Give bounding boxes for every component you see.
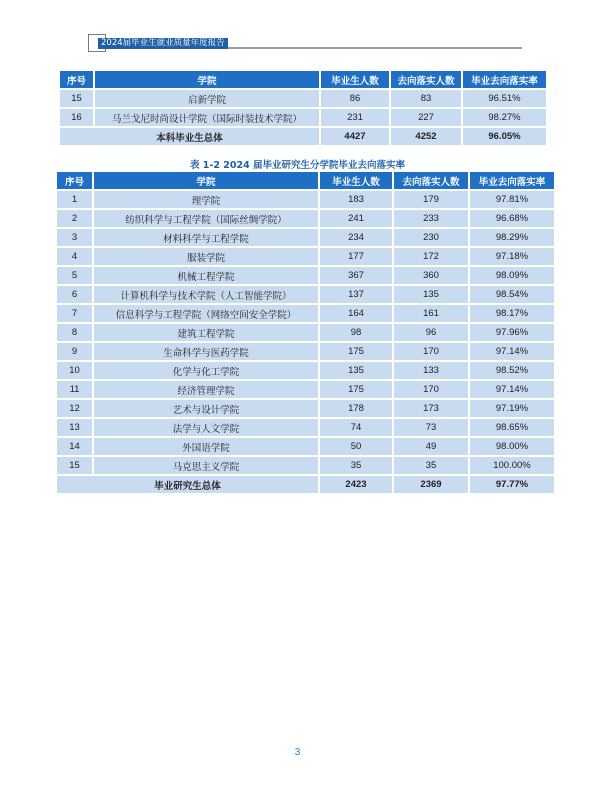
cell-placed: 83 — [391, 90, 461, 107]
cell-rate: 97.81% — [470, 191, 554, 208]
cell-college: 建筑工程学院 — [94, 324, 318, 341]
cell-placed: 35 — [394, 457, 468, 474]
cell-placed: 170 — [394, 381, 468, 398]
cell-index: 15 — [60, 90, 93, 107]
table-row — [57, 324, 554, 341]
table-row — [57, 248, 554, 265]
table-row — [60, 90, 546, 107]
cell-placed: 360 — [394, 267, 468, 284]
col-header-college: 学院 — [95, 71, 319, 88]
cell-rate: 96.68% — [470, 210, 554, 227]
cell-placed: 73 — [394, 419, 468, 436]
cell-placed: 161 — [394, 305, 468, 322]
col-header-index: 序号 — [57, 172, 92, 189]
cell-graduates: 164 — [320, 305, 392, 322]
cell-index: 3 — [57, 229, 92, 246]
cell-graduates: 86 — [321, 90, 389, 107]
cell-college: 法学与人文学院 — [94, 419, 318, 436]
cell-placed: 133 — [394, 362, 468, 379]
cell-graduates: 178 — [320, 400, 392, 417]
col-header-graduates: 毕业生人数 — [320, 172, 392, 189]
cell-graduates: 367 — [320, 267, 392, 284]
cell-graduates: 50 — [320, 438, 392, 455]
table-row — [57, 381, 554, 398]
total-row — [57, 476, 554, 493]
cell-index: 15 — [57, 457, 92, 474]
cell-graduates: 35 — [320, 457, 392, 474]
table-row — [57, 229, 554, 246]
page-header — [88, 34, 523, 52]
cell-graduates: 241 — [320, 210, 392, 227]
cell-college: 启新学院 — [95, 90, 319, 107]
table-row — [57, 419, 554, 436]
col-header-placed: 去向落实人数 — [394, 172, 468, 189]
table-header-row — [57, 172, 554, 189]
cell-rate: 98.17% — [470, 305, 554, 322]
cell-graduates: 175 — [320, 381, 392, 398]
cell-index: 1 — [57, 191, 92, 208]
cell-placed: 179 — [394, 191, 468, 208]
cell-index: 2 — [57, 210, 92, 227]
table-row — [57, 400, 554, 417]
cell-college: 机械工程学院 — [94, 267, 318, 284]
cell-graduates: 231 — [321, 109, 389, 126]
cell-index: 4 — [57, 248, 92, 265]
cell-college: 信息科学与工程学院（网络空间安全学院） — [94, 305, 318, 322]
cell-index: 16 — [60, 109, 93, 126]
postgraduate-table-body — [57, 191, 554, 474]
total-graduates: 2423 — [320, 476, 392, 493]
cell-college: 马克思主义学院 — [94, 457, 318, 474]
cell-index: 7 — [57, 305, 92, 322]
col-header-placed: 去向落实人数 — [391, 71, 461, 88]
total-label: 本科毕业生总体 — [60, 128, 319, 145]
cell-index: 6 — [57, 286, 92, 303]
page-number: 3 — [294, 747, 301, 758]
table-row — [57, 343, 554, 360]
table-row — [57, 362, 554, 379]
cell-index: 13 — [57, 419, 92, 436]
cell-placed: 172 — [394, 248, 468, 265]
cell-college: 计算机科学与技术学院（人工智能学院） — [94, 286, 318, 303]
cell-graduates: 177 — [320, 248, 392, 265]
header-title: 2024届毕业生就业质量年度报告 — [98, 38, 228, 49]
cell-rate: 98.52% — [470, 362, 554, 379]
cell-rate: 100.00% — [470, 457, 554, 474]
table-row — [57, 286, 554, 303]
undergraduate-table — [58, 69, 548, 147]
table-header-row — [60, 71, 546, 88]
cell-index: 11 — [57, 381, 92, 398]
cell-graduates: 175 — [320, 343, 392, 360]
cell-placed: 96 — [394, 324, 468, 341]
cell-college: 纺织科学与工程学院（国际丝绸学院） — [94, 210, 318, 227]
cell-graduates: 74 — [320, 419, 392, 436]
cell-graduates: 98 — [320, 324, 392, 341]
total-row — [60, 128, 546, 145]
cell-rate: 98.54% — [470, 286, 554, 303]
cell-college: 经济管理学院 — [94, 381, 318, 398]
cell-placed: 230 — [394, 229, 468, 246]
cell-rate: 97.96% — [470, 324, 554, 341]
cell-college: 理学院 — [94, 191, 318, 208]
cell-graduates: 135 — [320, 362, 392, 379]
cell-placed: 173 — [394, 400, 468, 417]
col-header-rate: 毕业去向落实率 — [470, 172, 554, 189]
cell-college: 艺术与设计学院 — [94, 400, 318, 417]
col-header-rate: 毕业去向落实率 — [463, 71, 546, 88]
table-row — [57, 305, 554, 322]
cell-index: 8 — [57, 324, 92, 341]
cell-college: 生命科学与医药学院 — [94, 343, 318, 360]
total-rate: 97.77% — [470, 476, 554, 493]
total-graduates: 4427 — [321, 128, 389, 145]
cell-rate: 98.29% — [470, 229, 554, 246]
cell-college: 服装学院 — [94, 248, 318, 265]
total-label: 毕业研究生总体 — [57, 476, 318, 493]
cell-index: 12 — [57, 400, 92, 417]
cell-index: 14 — [57, 438, 92, 455]
total-placed: 4252 — [391, 128, 461, 145]
table-caption: 表 1-2 2024 届毕业研究生分学院毕业去向落实率 — [189, 160, 406, 171]
cell-index: 10 — [57, 362, 92, 379]
cell-rate: 98.00% — [470, 438, 554, 455]
cell-rate: 97.18% — [470, 248, 554, 265]
cell-rate: 98.27% — [463, 109, 546, 126]
table-row — [57, 267, 554, 284]
cell-placed: 227 — [391, 109, 461, 126]
cell-rate: 97.14% — [470, 381, 554, 398]
cell-college: 马兰戈尼时尚设计学院（国际时装技术学院） — [95, 109, 319, 126]
cell-rate: 97.19% — [470, 400, 554, 417]
table-row — [60, 109, 546, 126]
cell-rate: 97.14% — [470, 343, 554, 360]
col-header-index: 序号 — [60, 71, 93, 88]
cell-graduates: 234 — [320, 229, 392, 246]
cell-placed: 170 — [394, 343, 468, 360]
table-row — [57, 438, 554, 455]
cell-rate: 96.51% — [463, 90, 546, 107]
cell-graduates: 137 — [320, 286, 392, 303]
cell-rate: 98.65% — [470, 419, 554, 436]
col-header-graduates: 毕业生人数 — [321, 71, 389, 88]
cell-rate: 98.09% — [470, 267, 554, 284]
cell-placed: 233 — [394, 210, 468, 227]
cell-graduates: 183 — [320, 191, 392, 208]
table-row — [57, 210, 554, 227]
total-placed: 2369 — [394, 476, 468, 493]
cell-college: 化学与化工学院 — [94, 362, 318, 379]
postgraduate-table — [55, 170, 556, 495]
total-rate: 96.05% — [463, 128, 546, 145]
table-row — [57, 191, 554, 208]
cell-college: 外国语学院 — [94, 438, 318, 455]
cell-placed: 135 — [394, 286, 468, 303]
col-header-college: 学院 — [94, 172, 318, 189]
table-row — [57, 457, 554, 474]
cell-index: 9 — [57, 343, 92, 360]
cell-placed: 49 — [394, 438, 468, 455]
cell-college: 材料科学与工程学院 — [94, 229, 318, 246]
cell-index: 5 — [57, 267, 92, 284]
